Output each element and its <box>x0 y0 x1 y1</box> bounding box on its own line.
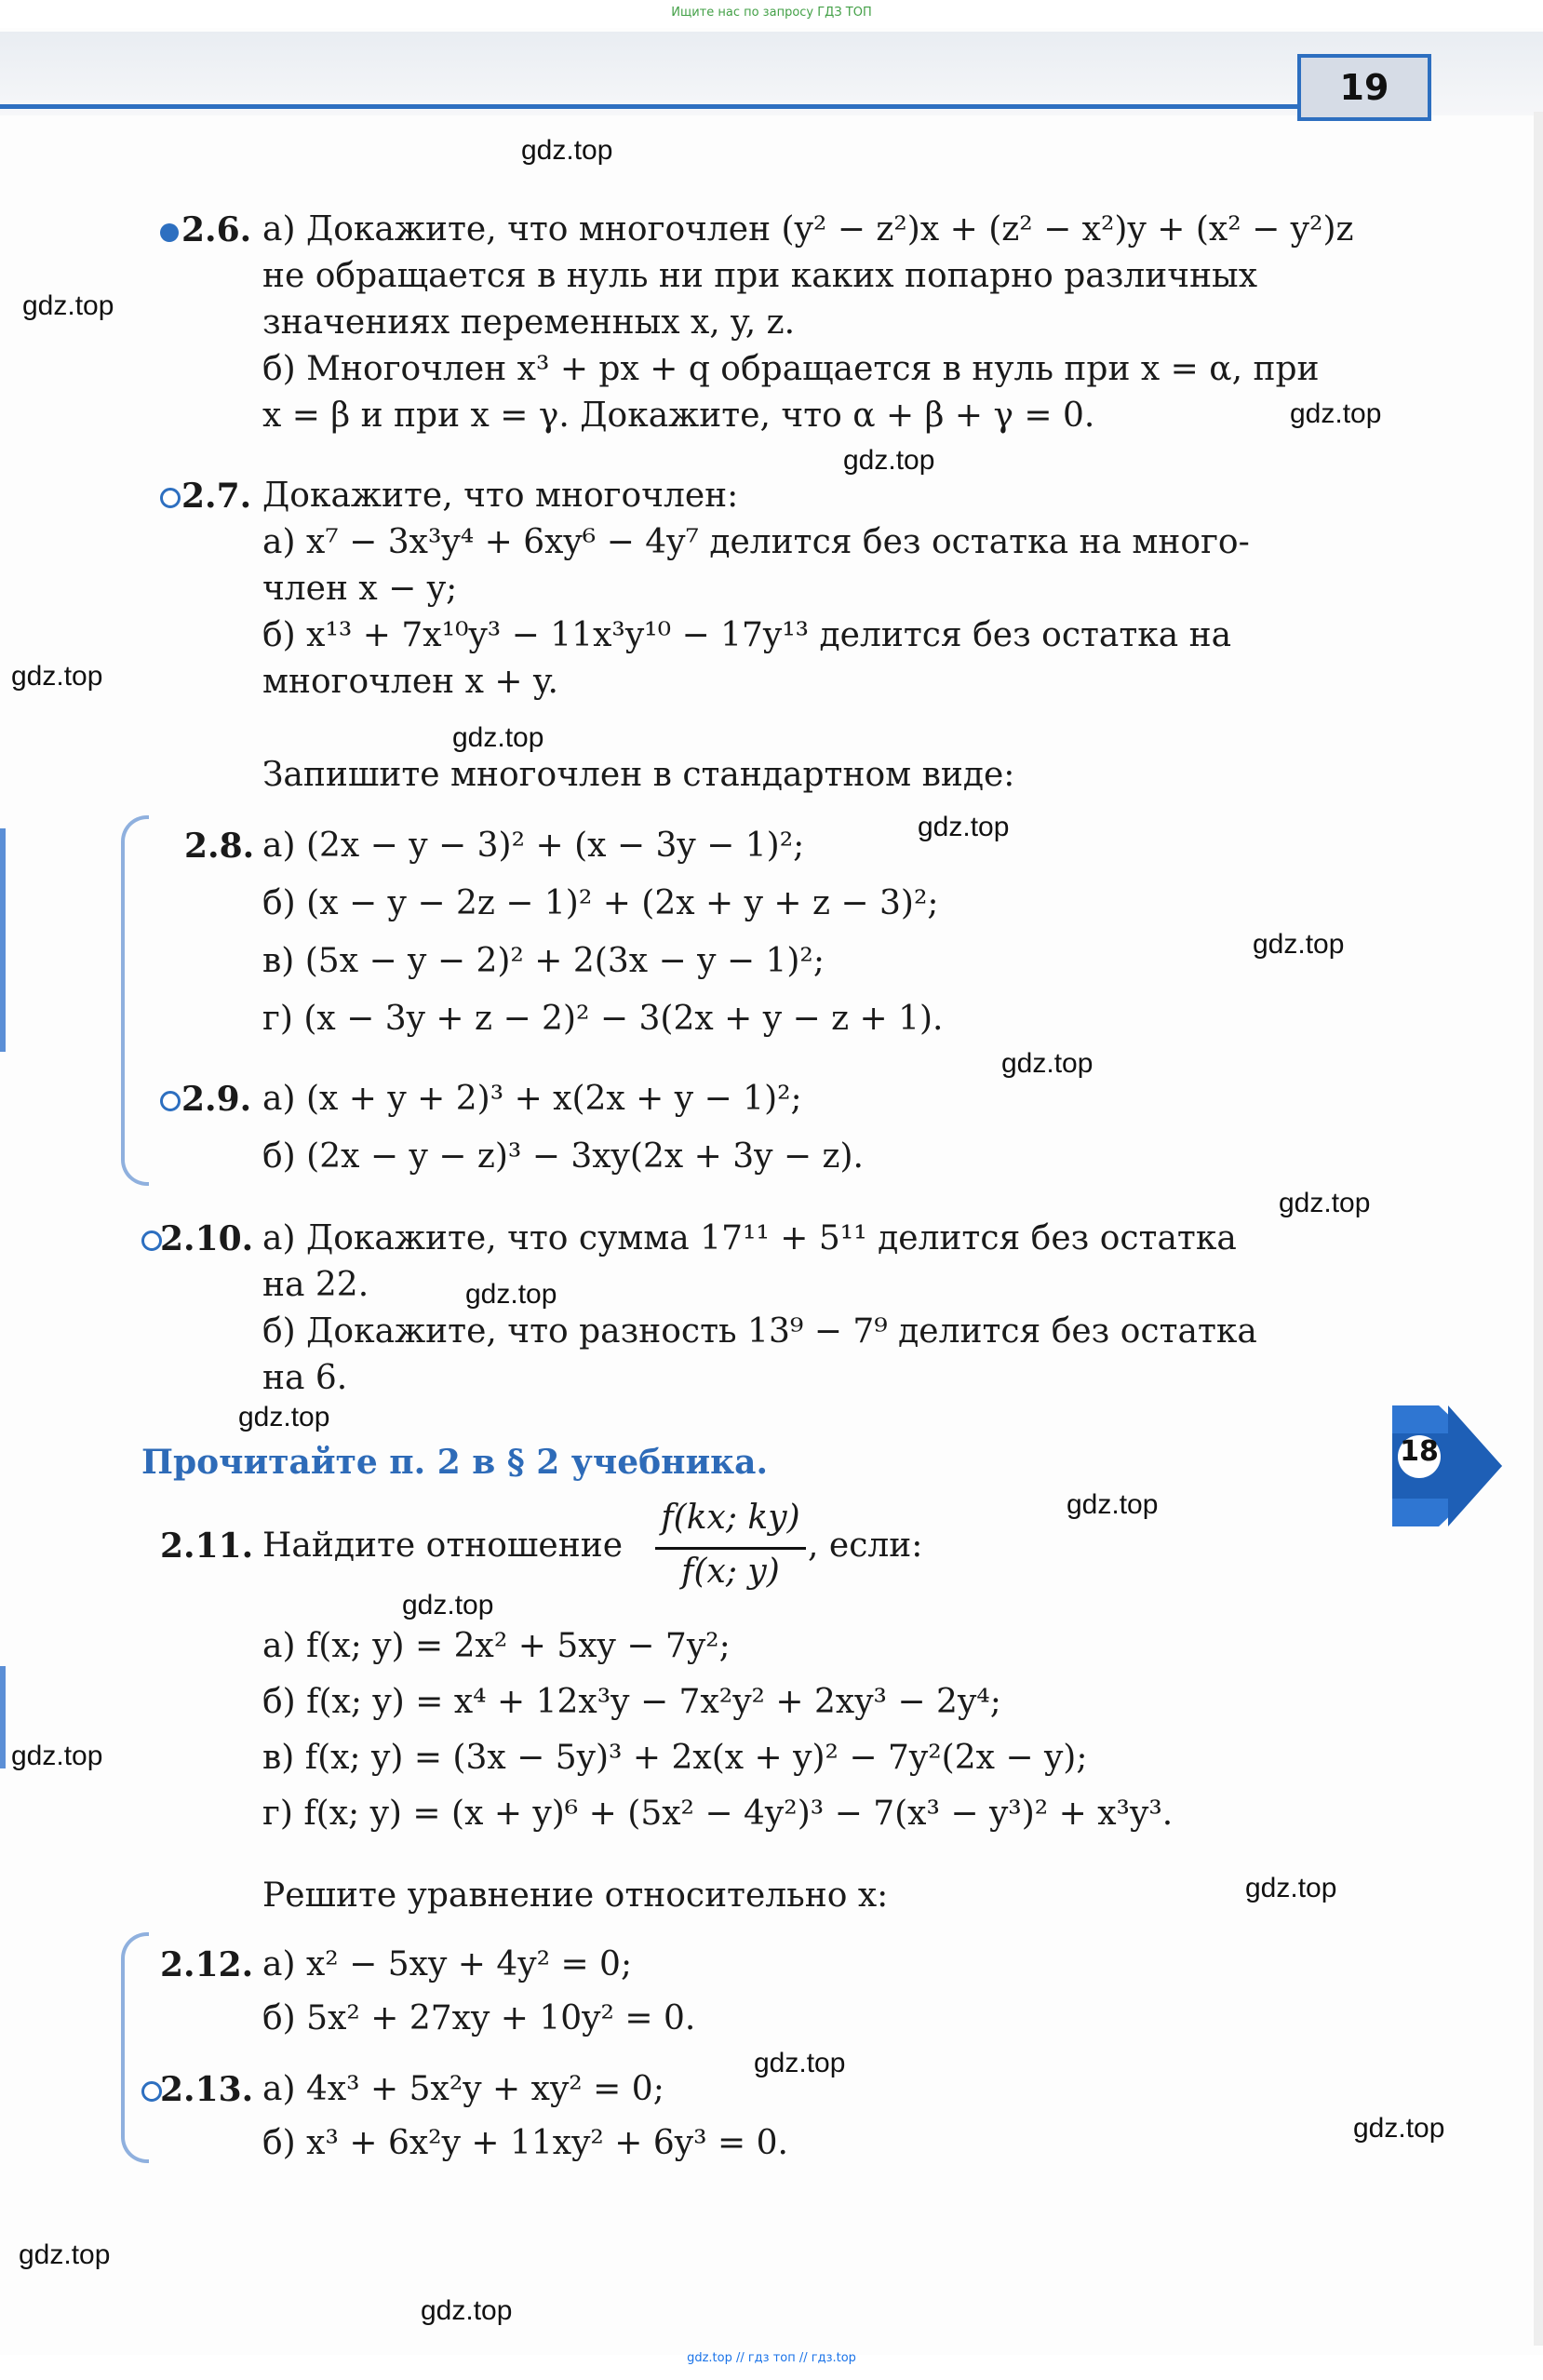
watermark: gdz.top <box>521 135 613 166</box>
watermark: gdz.top <box>754 2048 846 2078</box>
fraction-numerator: f(kx; ky) <box>661 1499 800 1537</box>
problem-text: а) x² − 5xy + 4y² = 0; <box>262 1945 633 1983</box>
problem-text: Найдите отношение <box>262 1526 623 1565</box>
problem-text: б) 5x² + 27xy + 10y² = 0. <box>262 1999 696 2037</box>
footer-note: gdz.top // гдз топ // гдз.top <box>687 2351 856 2365</box>
problem-text: б) f(x; y) = x⁴ + 12x³y − 7x²y² + 2xy³ − 2y⁴; <box>262 1683 1001 1721</box>
watermark: gdz.top <box>918 812 1010 842</box>
problem-text: , если: <box>808 1526 923 1565</box>
watermark: gdz.top <box>843 445 935 476</box>
problem-text: x = β и при x = γ. Докажите, что α + β + γ = 0. <box>262 397 1095 435</box>
group-bracket <box>121 815 149 1186</box>
problem-text: на 6. <box>262 1359 348 1397</box>
watermark: gdz.top <box>1245 1873 1337 1903</box>
watermark: gdz.top <box>1067 1489 1159 1520</box>
difficulty-open-icon <box>141 2081 162 2102</box>
problem-text: г) (x − 3y + z − 2)² − 3(2x + y − z + 1). <box>262 1000 944 1038</box>
watermark: gdz.top <box>1353 2113 1445 2144</box>
problem-text: г) f(x; y) = (x + y)⁶ + (5x² − 4y²)³ − 7(x³ − y³)² + x³y³. <box>262 1795 1174 1833</box>
problem-text: а) (2x − y − 3)² + (x − 3y − 1)²; <box>262 827 805 865</box>
problem-text: а) f(x; y) = 2x² + 5xy − 7y²; <box>262 1627 731 1665</box>
top-search-note: Ищите нас по запросу ГДЗ ТОП <box>671 6 872 20</box>
watermark: gdz.top <box>452 722 544 753</box>
watermark: gdz.top <box>1253 929 1345 960</box>
watermark: gdz.top <box>1001 1048 1094 1079</box>
problem-text: б) Докажите, что разность 13⁹ − 7⁹ делится без остатка <box>262 1312 1257 1351</box>
page-edge <box>1534 112 1543 2346</box>
problem-number: 2.10. <box>160 1219 254 1258</box>
problem-text: Докажите, что многочлен: <box>262 477 739 515</box>
difficulty-filled-icon <box>160 223 179 242</box>
watermark: gdz.top <box>1290 398 1382 429</box>
problem-number: 2.9. <box>181 1080 252 1119</box>
problem-text: на 22. <box>262 1266 369 1304</box>
group-bracket <box>121 1932 149 2163</box>
section-instruction: Решите уравнение относительно x: <box>262 1876 889 1915</box>
problem-text: в) f(x; y) = (3x − 5y)³ + 2x(x + y)² − 7y²(2x − y); <box>262 1739 1088 1777</box>
watermark: gdz.top <box>465 1279 557 1310</box>
watermark: gdz.top <box>19 2239 111 2270</box>
problem-number: 2.8. <box>184 827 255 866</box>
problem-text: б) (2x − y − z)³ − 3xy(2x + 3y − z). <box>262 1137 864 1176</box>
watermark: gdz.top <box>11 661 103 692</box>
watermark: gdz.top <box>11 1741 103 1771</box>
difficulty-open-icon <box>160 1091 181 1111</box>
fraction-bar <box>655 1547 806 1550</box>
problem-text: значениях переменных x, y, z. <box>262 303 796 342</box>
watermark: gdz.top <box>1279 1188 1371 1218</box>
problem-text: а) x⁷ − 3x³y⁴ + 6xy⁶ − 4y⁷ делится без остатка на много- <box>262 523 1250 561</box>
problem-text: а) Докажите, что многочлен (y² − z²)x + (z² − x²)y + (x² − y²)z <box>262 210 1354 249</box>
reading-instruction: Прочитайте п. 2 в § 2 учебника. <box>141 1443 769 1482</box>
problem-number: 2.13. <box>160 2070 254 2109</box>
problem-text: а) (x + y + 2)³ + x(2x + y − 1)²; <box>262 1080 802 1118</box>
watermark: gdz.top <box>238 1402 330 1432</box>
problem-text: а) Докажите, что сумма 17¹¹ + 5¹¹ делится без остатка <box>262 1219 1237 1257</box>
problem-text: б) Многочлен x³ + px + q обращается в нуль при x = α, при <box>262 350 1320 388</box>
problem-text: б) x¹³ + 7x¹⁰y³ − 11x³y¹⁰ − 17y¹³ делится без остатка на <box>262 616 1232 654</box>
problem-text: не обращается в нуль ни при каких попарно различных <box>262 257 1258 295</box>
margin-tab <box>0 828 6 1052</box>
problem-number: 2.12. <box>160 1945 254 1984</box>
header-rule <box>0 104 1396 109</box>
next-page-number[interactable]: 18 <box>1398 1435 1441 1478</box>
watermark: gdz.top <box>421 2295 513 2326</box>
watermark: gdz.top <box>402 1590 494 1620</box>
problem-number: 2.7. <box>181 477 252 516</box>
watermark: gdz.top <box>22 290 114 321</box>
problem-text: многочлен x + y. <box>262 663 558 701</box>
page-number: 19 <box>1297 54 1431 121</box>
problem-text: б) x³ + 6x²y + 11xy² + 6y³ = 0. <box>262 2124 788 2162</box>
problem-text: а) 4x³ + 5x²y + xy² = 0; <box>262 2070 664 2108</box>
problem-number: 2.6. <box>181 210 252 249</box>
margin-tab <box>0 1666 6 1768</box>
fraction-denominator: f(x; y) <box>681 1553 780 1591</box>
problem-number: 2.11. <box>160 1526 254 1566</box>
difficulty-open-icon <box>160 488 181 508</box>
section-instruction: Запишите многочлен в стандартном виде: <box>262 756 1015 794</box>
difficulty-open-icon <box>141 1230 162 1251</box>
problem-text: б) (x − y − 2z − 1)² + (2x + y + z − 3)²; <box>262 884 939 922</box>
problem-text: член x − y; <box>262 570 458 608</box>
problem-text: в) (5x − y − 2)² + 2(3x − y − 1)²; <box>262 942 825 980</box>
